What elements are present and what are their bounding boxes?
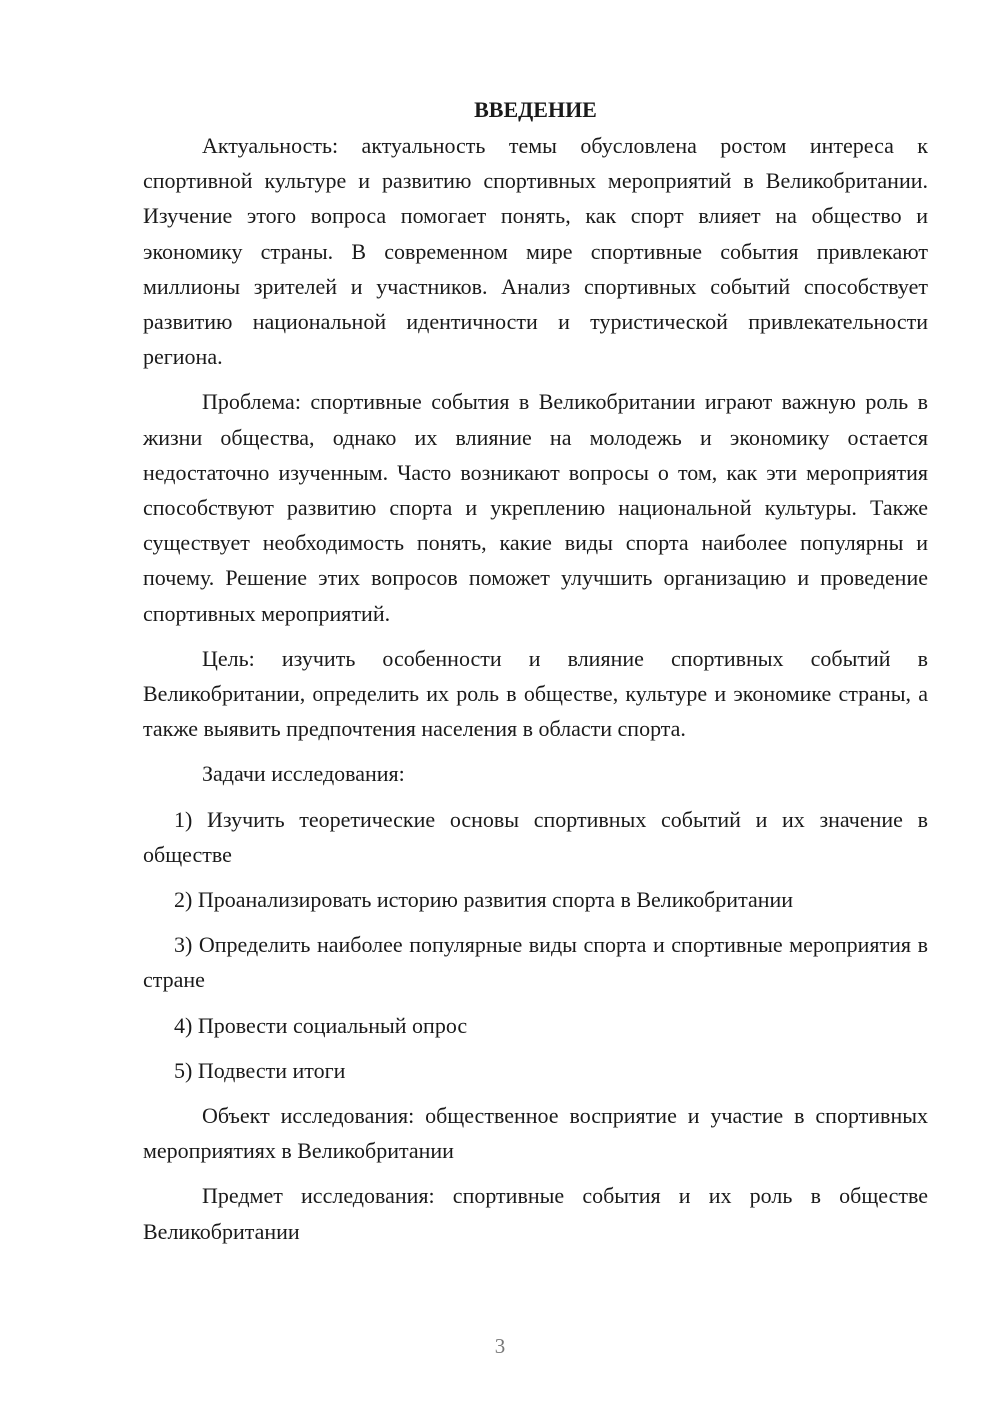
list-item: 4) Провести социальный опрос: [174, 1012, 468, 1038]
paragraph-object: Объект исследования: общественное восприятие и участие в спортивных мероприятиях в Великобритании: [143, 1103, 928, 1164]
paragraph-goal: Цель: изучить особенности и влияние спортивных событий в Великобритании, определить их роль в обществе, культуре и экономике страны, а также выявить предпочтения населения в области спорта.: [143, 645, 928, 742]
paragraph-relevance: Актуальность: актуальность темы обусловлена ростом интереса к спортивной культуре и развитию спортивных мероприятий в Великобритании. Изучение этого вопроса помогает понять, как спорт влияет на общество и экономику страны. В современном мире спортивные события привлекают миллионы зрителей и участников. Анализ спортивных событий способствует развитию национальной идентичности и туристической привлекательности региона.: [143, 133, 928, 370]
document-page: [143, 92, 928, 1259]
section-heading: ВВЕДЕНИЕ: [474, 97, 597, 122]
page-number: 3: [494, 1334, 506, 1358]
list-item: 2) Проанализировать историю развития спорта в Великобритании: [174, 887, 794, 913]
list-item: 1) Изучить теоретические основы спортивных событий и их значение в обществе: [143, 806, 928, 867]
paragraph-problem: Проблема: спортивные события в Великобритании играют важную роль в жизни общества, однако их влияние на молодежь и экономику остается недостаточно изученным. Часто возникают вопросы о том, как эти мероприятия способствуют развитию спорта и укреплению национальной культуры. Также существует необходимость понять, какие виды спорта наиболее популярны и почему. Решение этих вопросов поможет улучшить организацию и проведение спортивных мероприятий.: [143, 389, 928, 626]
list-item: 3) Определить наиболее популярные виды спорта и спортивные мероприятия в стране: [143, 932, 928, 993]
tasks-list: [143, 802, 928, 1088]
paragraph-subject: Предмет исследования: спортивные события и их роль в обществе Великобритании: [143, 1183, 928, 1244]
tasks-heading: Задачи исследования:: [202, 761, 405, 787]
list-item: 5) Подвести итоги: [174, 1057, 346, 1083]
